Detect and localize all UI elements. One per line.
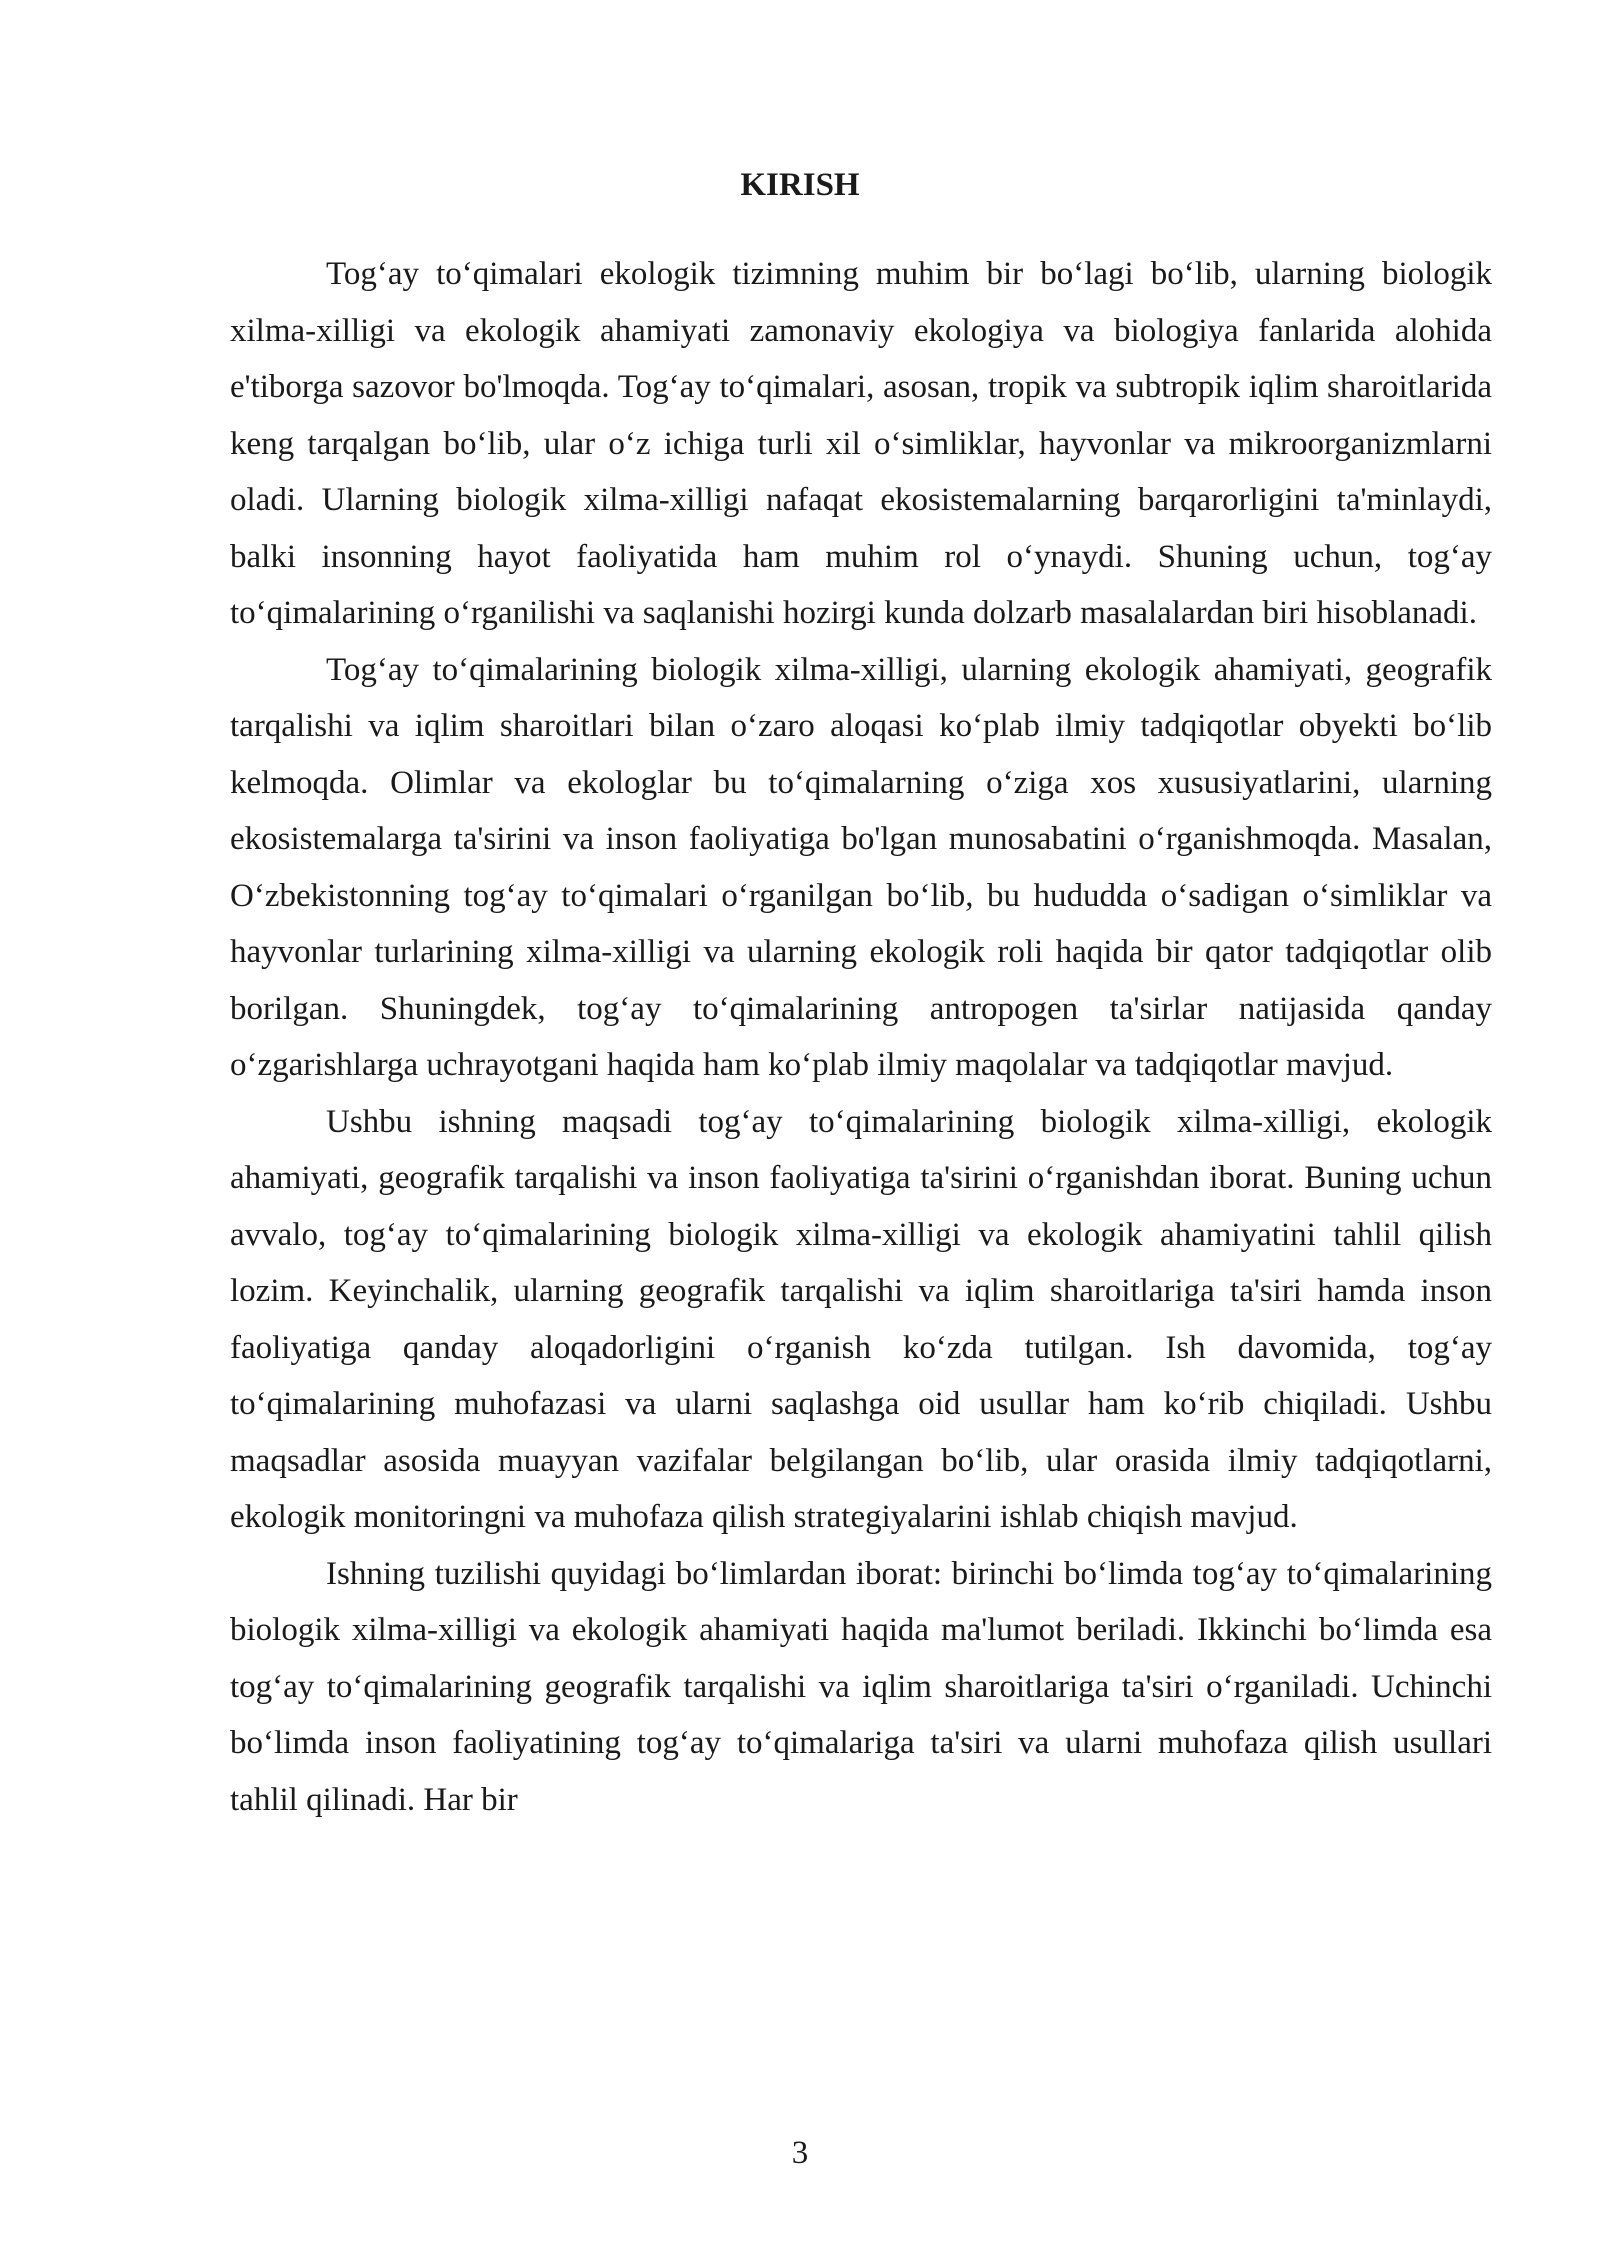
paragraph-3: Ushbu ishning maqsadi tog‘ay to‘qimalarining biologik xilma-xilligi, ekologik ahamiyati, geografik tarqalishi va inson faoliyatiga ta'sirini o‘rganishdan iborat. Buning uchun avvalo, tog‘ay to‘qimalarining biologik xilma-xilligi va ekologik ahamiyatini tahlil qilish lozim. Keyinchalik, ularning geografik tarqalishi va iqlim sharoitlariga ta'siri hamda inson faoliyatiga qanday aloqadorligini o‘rganish ko‘zda tutilgan. Ish davomida, tog‘ay to‘qimalarining muhofazasi va ularni saqlashga oid usullar ham ko‘rib chiqiladi. Ushbu maqsadlar asosida muayyan vazifalar belgilangan bo‘lib, ular orasida ilmiy tadqiqotlarni, ekologik monitoringni va muhofaza qilish strategiyalarini ishlab chiqish mavjud. xyxy=(230,1103,1492,1535)
paragraph-1: Tog‘ay to‘qimalari ekologik tizimning muhim bir bo‘lagi bo‘lib, ularning biologik xilma-xilligi va ekologik ahamiyati zamonaviy ekologiya va biologiya fanlarida alohida e'tiborga sazovor bo'lmoqda. Tog‘ay to‘qimalari, asosan, tropik va subtropik iqlim sharoitlarida keng tarqalgan bo‘lib, ular o‘z ichiga turli xil o‘simliklar, hayvonlar va mikroorganizmlarni oladi. Ularning biologik xilma-xilligi nafaqat ekosistemalarning barqarorligini ta'minlaydi, balki insonning hayot faoliyatida ham muhim rol o‘ynaydi. Shuning uchun, tog‘ay to‘qimalarining o‘rganilishi va saqlanishi hozirgi kunda dolzarb masalalardan biri hisoblanadi. xyxy=(230,256,1492,631)
body-text xyxy=(230,246,1492,1828)
page-number: 3 xyxy=(791,2135,809,2171)
paragraph-2: Tog‘ay to‘qimalarining biologik xilma-xilligi, ularning ekologik ahamiyati, geografik tarqalishi va iqlim sharoitlari bilan o‘zaro aloqasi ko‘plab ilmiy tadqiqotlar obyekti bo‘lib kelmoqda. Olimlar va ekologlar bu to‘qimalarning o‘ziga xos xususiyatlarini, ularning ekosistemalarga ta'sirini va inson faoliyatiga bo'lgan munosabatini o‘rganishmoqda. Masalan, O‘zbekistonning tog‘ay to‘qimalari o‘rganilgan bo‘lib, bu hududda o‘sadigan o‘simliklar va hayvonlar turlarining xilma-xilligi va ularning ekologik roli haqida bir qator tadqiqotlar olib borilgan. Shuningdek, tog‘ay to‘qimalarining antropogen ta'sirlar natijasida qanday o‘zgarishlarga uchrayotgani haqida ham ko‘plab ilmiy maqolalar va tadqiqotlar mavjud. xyxy=(230,651,1492,1083)
page-title: KIRISH xyxy=(740,167,860,203)
paragraph-4: Ishning tuzilishi quyidagi bo‘limlardan iborat: birinchi bo‘limda tog‘ay to‘qimalarining biologik xilma-xilligi va ekologik ahamiyati haqida ma'lumot beriladi. Ikkinchi bo‘limda esa tog‘ay to‘qimalarining geografik tarqalishi va iqlim sharoitlariga ta'siri o‘rganiladi. Uchinchi bo‘limda inson faoliyatining tog‘ay to‘qimalariga ta'siri va ularni muhofaza qilish usullari tahlil qilinadi. Har bir xyxy=(230,1555,1492,1818)
